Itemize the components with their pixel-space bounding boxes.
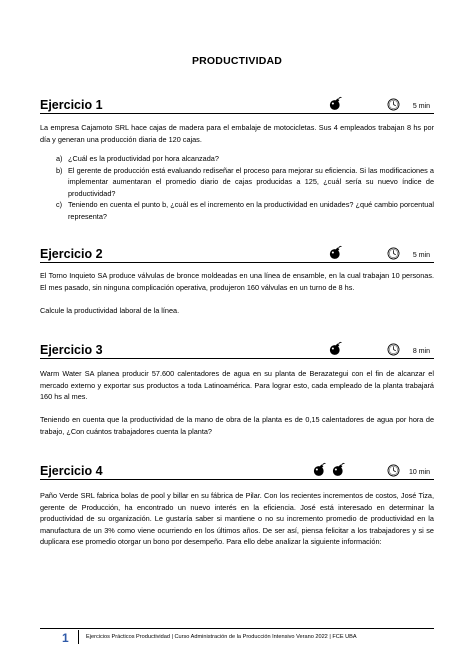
divider xyxy=(40,358,434,359)
exercise-title: Ejercicio 2 xyxy=(40,247,103,261)
list-item: b) El gerente de producción está evaluando rediseñar el proceso para mejorar su eficiencia. Si las modificaciones a implementar aumentaran el promedio diario de cajas producidas a 125, ¿cuál sería su nuevo índice de productividad? xyxy=(56,165,434,198)
time-estimate: 5 min xyxy=(412,252,430,259)
clock-icon xyxy=(387,343,400,356)
exercise-title: Ejercicio 3 xyxy=(40,343,103,357)
exercise-1-intro: La empresa Cajamoto SRL hace cajas de madera para el embalaje de motocicletas. Sus 4 empleados trabajan 8 hs por día y generan una producción diaria de 120 cajas. xyxy=(40,123,434,144)
time-estimate: 10 min xyxy=(408,469,430,476)
footer-separator xyxy=(78,630,79,644)
divider xyxy=(40,113,434,114)
footer-text: Ejercicios Prácticos Productividad | Curso Administración de la Producción Intensivo Verano 2022 | FCE UBA xyxy=(86,634,357,640)
divider xyxy=(40,262,434,263)
time-estimate: 5 min xyxy=(412,103,430,110)
difficulty-indicator xyxy=(328,245,343,260)
exercise-4-header xyxy=(40,460,434,480)
page-number: 1 xyxy=(62,631,69,645)
list-item: c) Teniendo en cuenta el punto b, ¿cuál es el incremento en la productividad en unidades? ¿qué cambio porcentual representa? xyxy=(56,200,434,221)
exercise-title: Ejercicio 4 xyxy=(40,464,103,478)
footer-divider xyxy=(40,628,434,629)
divider xyxy=(40,479,434,480)
time-estimate: 8 min xyxy=(412,348,430,355)
exercise-2-paragraph: El Torno Inquieto SA produce válvulas de bronce moldeadas en una línea de ensamble, en la cual trabajan 10 personas. El mes pasado, sin ninguna complicación operativa, produjeron 160 válvulas en un turno de 8 hs. xyxy=(40,271,434,292)
difficulty-indicator xyxy=(312,462,346,477)
bomb-icon xyxy=(312,462,327,477)
clock-icon xyxy=(387,247,400,260)
exercise-2-paragraph: Calcule la productividad laboral de la línea. xyxy=(40,306,180,315)
bomb-icon xyxy=(328,341,343,356)
bomb-icon xyxy=(328,245,343,260)
exercise-2-header xyxy=(40,243,434,263)
exercise-4-paragraph: Paño Verde SRL fabrica bolas de pool y billar en su fábrica de Pilar. Con los recientes incrementos de costos, José Tiza, gerente de Producción, ha encontrado un nuevo interés en la eficiencia. José está interesado en determinar la productividad de su organización. Le gustaría saber si mantiene o no su incremento promedio de productividad en la manufactura de un 3% como viene ocurriendo en los últimos años. De ser así, piensa felicitar a los trabajadores y si se duplicara ese promedio otorgar un bono por desempeño. Para ello debe analizar la siguiente información: xyxy=(40,491,434,546)
exercise-3-header xyxy=(40,339,434,359)
bomb-icon xyxy=(328,96,343,111)
exercise-3-paragraph: Teniendo en cuenta que la productividad de la mano de obra de la planta es de 0,15 calentadores de agua por hora de trabajo, ¿Con cuántos trabajadores cuenta la planta? xyxy=(40,415,434,436)
exercise-3-paragraph: Warm Water SA planea producir 57.600 calentadores de agua en su planta de Berazategui con el fin de alcanzar el mercado externo y exportar sus productos a toda Latinoamérica. Para lograr esto, cada empleado de la planta trabajará 160 hs al mes. xyxy=(40,369,434,401)
difficulty-indicator xyxy=(328,341,343,356)
exercise-title: Ejercicio 1 xyxy=(40,98,103,112)
bomb-icon xyxy=(331,462,346,477)
list-item: a) ¿Cuál es la productividad por hora alcanzada? xyxy=(56,154,219,163)
difficulty-indicator xyxy=(328,96,343,111)
clock-icon xyxy=(387,464,400,477)
exercise-1-header xyxy=(40,94,434,114)
page-title: PRODUCTIVIDAD xyxy=(191,55,283,67)
exercise-1-questions xyxy=(40,153,434,222)
clock-icon xyxy=(387,98,400,111)
